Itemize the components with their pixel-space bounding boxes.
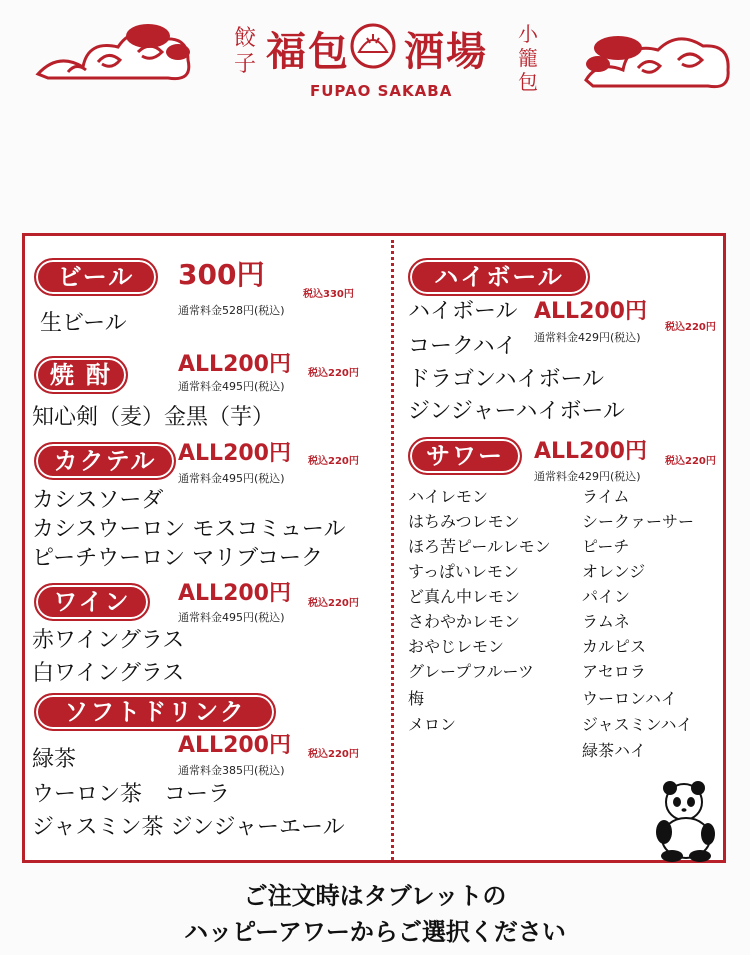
sour-tax: 税込220円: [665, 456, 716, 467]
soft-item: ジャスミン茶 ジンジャーエール: [32, 815, 345, 840]
sour-item: グレープフルーツ: [408, 662, 534, 681]
beer-price: 300円: [178, 258, 265, 291]
sour-item: すっぱいレモン: [408, 562, 520, 581]
logo-right-text: 小籠包: [518, 22, 538, 94]
cocktail-price: ALL200円: [178, 441, 291, 466]
sour-item: シークァーサー: [582, 512, 695, 531]
highball-regular-price: 通常料金429円(税込): [534, 331, 641, 344]
category-beer: ビール: [34, 258, 158, 296]
highball-price: ALL200円: [534, 299, 647, 324]
soft-price: ALL200円: [178, 733, 291, 758]
sour-item: はちみつレモン: [408, 512, 520, 531]
sour-item: ど真ん中レモン: [408, 587, 521, 606]
logo-romanized: FUPAO SAKABA: [310, 82, 453, 100]
category-wine: ワイン: [34, 583, 150, 621]
beer-tax: 税込330円: [303, 289, 354, 300]
sour-item: ジャスミンハイ: [582, 715, 693, 734]
cocktail-item: カシスソーダ: [32, 488, 164, 513]
cocktail-tax: 税込220円: [308, 456, 359, 467]
footer-line-1: ご注文時はタブレットの: [243, 882, 507, 910]
sour-regular-price: 通常料金429円(税込): [534, 470, 641, 483]
footer-line-2: ハッピーアワーからご選択ください: [184, 918, 566, 946]
highball-item: ドラゴンハイボール: [408, 367, 605, 392]
sour-item: パイン: [582, 587, 631, 606]
beer-regular-price: 通常料金528円(税込): [178, 304, 285, 317]
sour-item: さわやかレモン: [408, 612, 521, 631]
sour-item: メロン: [408, 715, 457, 734]
sour-item: アセロラ: [582, 662, 646, 681]
wine-price: ALL200円: [178, 581, 291, 606]
wine-item: 赤ワイングラス: [32, 628, 185, 653]
shochu-item: 知心剣（麦）金黒（芋）: [32, 405, 275, 430]
wine-item: 白ワイングラス: [32, 661, 185, 686]
wine-regular-price: 通常料金495円(税込): [178, 611, 285, 624]
cocktail-regular-price: 通常料金495円(税込): [178, 472, 285, 485]
sour-item: 緑茶ハイ: [582, 741, 647, 760]
category-shochu: 焼 酎: [34, 356, 128, 394]
sour-item: カルピス: [582, 637, 647, 656]
soft-regular-price: 通常料金385円(税込): [178, 764, 285, 777]
category-soft-drink: ソフトドリンク: [34, 693, 276, 731]
cocktail-item: カシスウーロン モスコミュール: [32, 517, 346, 542]
highball-item: ハイボール: [408, 299, 518, 324]
panda-icon: [648, 780, 720, 862]
wine-tax: 税込220円: [308, 598, 359, 609]
center-divider: [391, 240, 394, 860]
cloud-left-icon: [28, 12, 198, 92]
logo-left-text: 餃子: [234, 26, 257, 77]
soft-tax: 税込220円: [308, 749, 359, 760]
cloud-right-icon: [578, 20, 738, 100]
sour-item: ラムネ: [582, 612, 630, 631]
shochu-regular-price: 通常料金495円(税込): [178, 380, 285, 393]
dumpling-icon: [349, 22, 397, 70]
sour-item: オレンジ: [582, 562, 646, 581]
category-cocktail: カクテル: [34, 442, 176, 480]
sour-price: ALL200円: [534, 439, 647, 464]
shochu-price: ALL200円: [178, 352, 291, 377]
beer-item: 生ビール: [40, 311, 127, 336]
category-sour: サワー: [408, 437, 522, 475]
sour-item: 梅: [408, 689, 425, 708]
sour-item: ウーロンハイ: [582, 689, 677, 708]
sour-item: おやじレモン: [408, 637, 505, 656]
logo-main-a: 福包: [266, 29, 350, 75]
logo-main-b: 酒場: [404, 29, 488, 75]
sour-item: ピーチ: [582, 537, 630, 556]
sour-item: ほろ苦ピールレモン: [408, 537, 551, 556]
soft-item: ウーロン茶 コーラ: [32, 782, 231, 807]
soft-item: 緑茶: [32, 747, 77, 772]
highball-tax: 税込220円: [665, 322, 716, 333]
shochu-tax: 税込220円: [308, 368, 359, 379]
sour-item: ライム: [582, 487, 630, 506]
highball-item: コークハイ: [408, 334, 517, 359]
category-highball: ハイボール: [408, 258, 590, 296]
cocktail-item: ピーチウーロン マリブコーク: [32, 546, 324, 571]
highball-item: ジンジャーハイボール: [408, 399, 625, 424]
sour-item: ハイレモン: [408, 487, 489, 506]
